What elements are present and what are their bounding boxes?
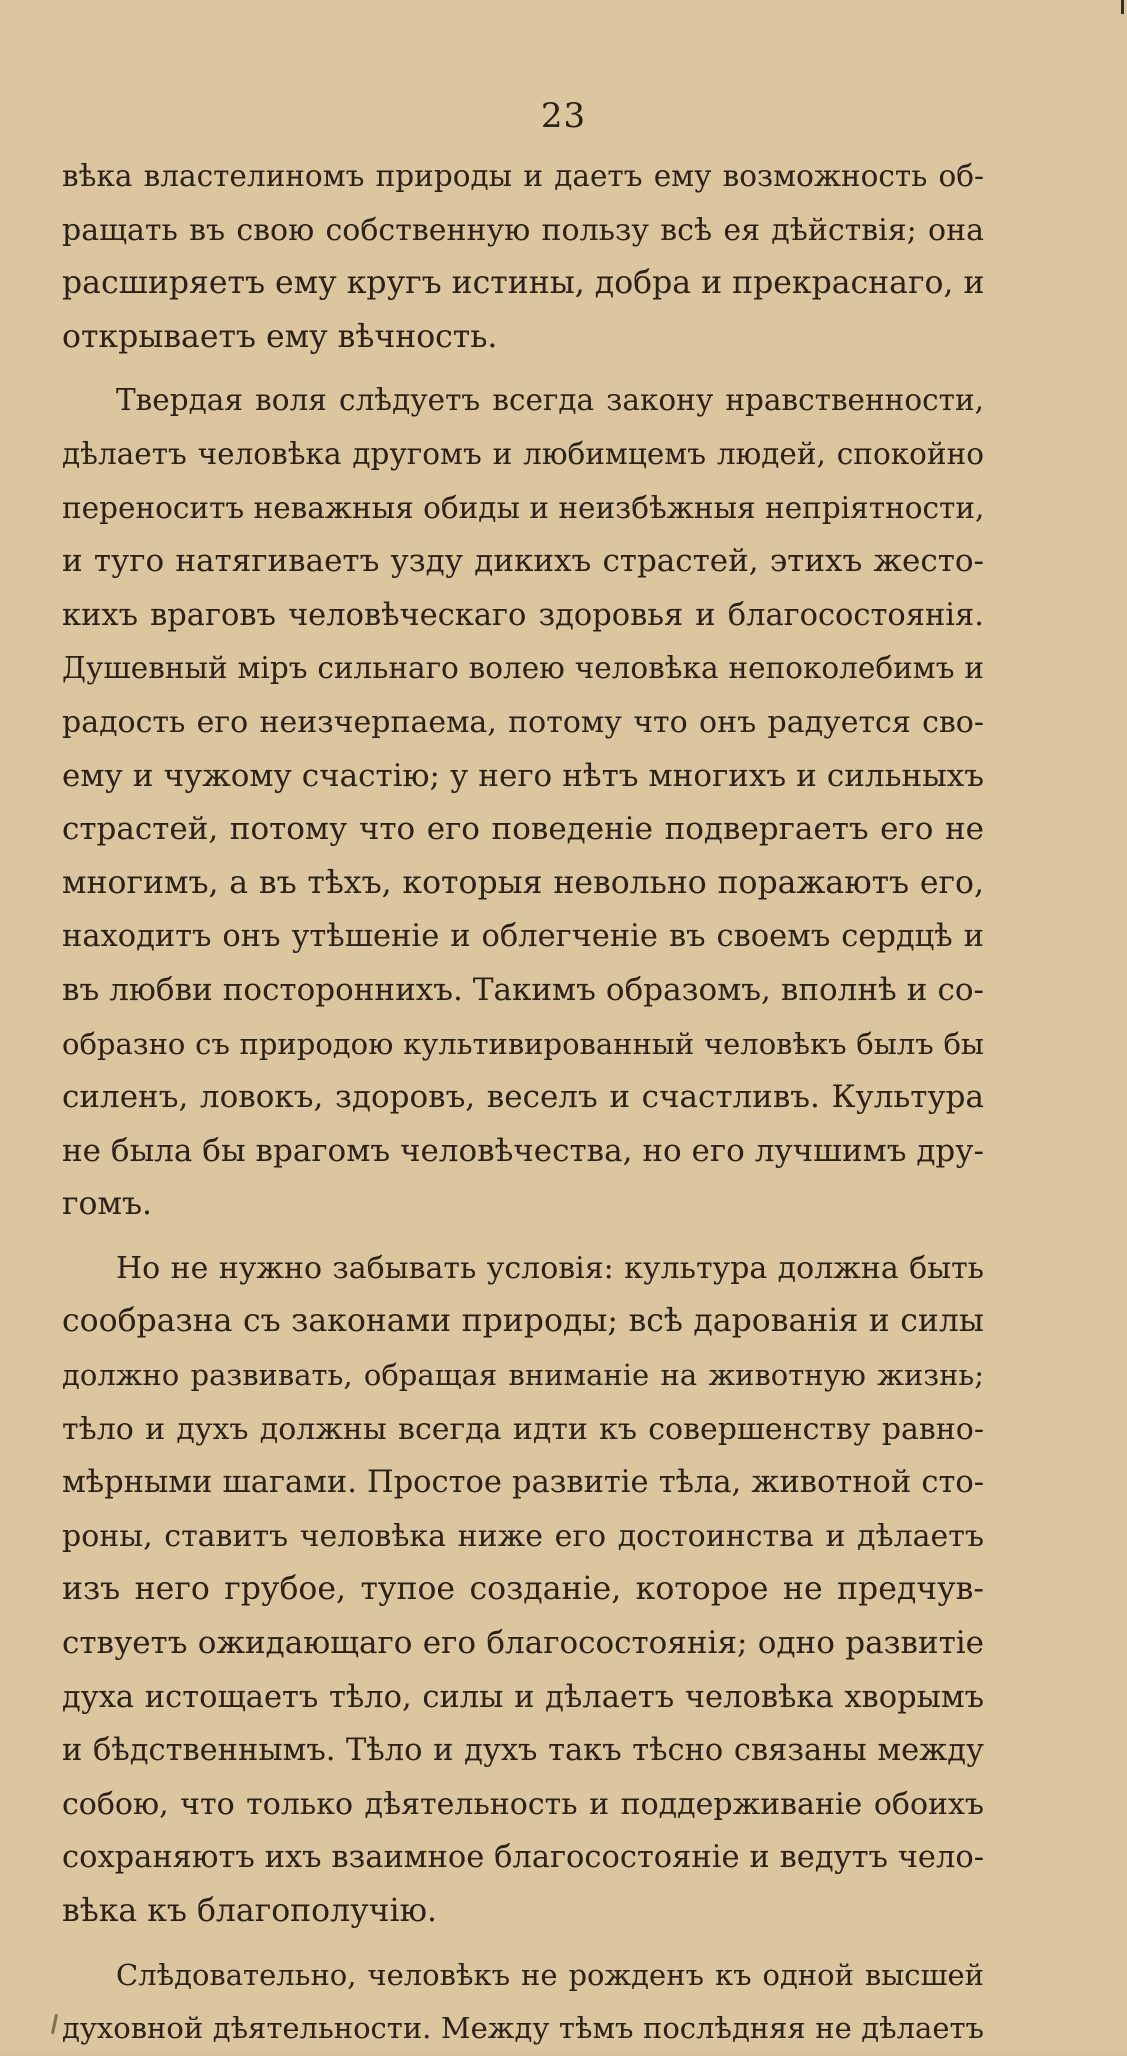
text-line: расширяетъ ему кругъ истины, добра и прекраснаго, и [62,265,985,302]
body-text [62,150,984,2056]
text-line: духа истощаетъ тѣло, силы и дѣлаетъ человѣка хворымъ [62,1679,984,1715]
text-line: сообразна съ законами природы; всѣ дарованія и силы [62,1303,984,1340]
paragraph-2 [62,374,984,1232]
text-line: должно развивать, обращая вниманіе на животную жизнь; [62,1358,984,1393]
text-line: Но не нужно забывать условія: культура должна быть [116,1250,984,1286]
text-line: тѣло и духъ должны всегда идти къ совершенству равно- [62,1411,984,1447]
text-line: вѣка властелиномъ природы и даетъ ему возможность об- [62,159,984,193]
text-line: открываетъ ему вѣчность. [62,318,498,355]
text-line: Душевный міръ сильнаго волею человѣка непоколебимъ и [62,651,984,686]
text-line: ращать въ свою собственную пользу всѣ ея дѣйствія; она [62,212,984,248]
text-line: образно съ природою культивированный человѣкъ былъ бы [62,1026,984,1061]
text-line: вѣка къ благополучію. [62,1893,438,1929]
paragraph-3 [62,1242,984,1939]
ink-mark [51,2014,58,2034]
text-line: переноситъ неважныя обиды и неизбѣжныя непріятности, [62,490,985,525]
corner-mark [1121,0,1124,14]
text-line: дѣлаетъ человѣка другомъ и любимцемъ людей, спокойно [62,436,984,471]
text-line: Слѣдовательно, человѣкъ не рожденъ къ одной высшей [116,1957,984,1992]
text-line: и бѣдственнымъ. Тѣло и духъ такъ тѣсно связаны между [62,1733,984,1769]
text-line: ему и чужому счастію; у него нѣтъ многихъ и сильныхъ [62,757,984,794]
text-line: въ любви постороннихъ. Такимъ образомъ, вполнѣ и со- [62,971,984,1008]
paragraph-1 [62,150,984,364]
text-line: Твердая воля слѣдуетъ всегда закону нравственности, [116,383,984,418]
text-line: духовной дѣятельности. Между тѣмъ послѣдняя не дѣлаетъ [62,2011,984,2046]
text-line: гомъ. [62,1186,153,1223]
text-line: страстей, потому что его поведеніе подвергаетъ его не [62,811,984,848]
text-line: собою, что только дѣятельность и поддерживаніе обоихъ [62,1786,984,1822]
text-line: находитъ онъ утѣшеніе и облегченіе въ своемъ сердцѣ и [62,919,984,955]
text-line: и туго натягиваетъ узду дикихъ страстей, этихъ жесто- [62,543,984,580]
text-line: ствуетъ ожидающаго его благосостоянія; одно развитіе [62,1625,984,1662]
text-line: роны, ставитъ человѣка ниже его достоинства и дѣлаетъ [62,1518,984,1554]
page-number: 23 [540,96,587,136]
text-line: сохраняютъ ихъ взаимное благосостояніе и ведутъ чело- [62,1840,984,1876]
text-line: кихъ враговъ человѣческаго здоровья и благосостоянія. [62,597,984,633]
text-line: мѣрными шагами. Простое развитіе тѣла, животной сто- [62,1465,984,1501]
text-line: силенъ, ловокъ, здоровъ, веселъ и счастливъ. Культура [62,1079,984,1116]
text-line: не была бы врагомъ человѣчества, но его лучшимъ дру- [62,1132,984,1169]
paragraph-4 [62,1949,984,2056]
text-line: многимъ, а въ тѣхъ, которыя невольно поражаютъ его, [62,864,984,901]
text-line: изъ него грубое, тупое созданіе, которое не предчув- [62,1571,984,1608]
text-line: радость его неизчерпаема, потому что онъ радуется сво- [62,704,984,740]
